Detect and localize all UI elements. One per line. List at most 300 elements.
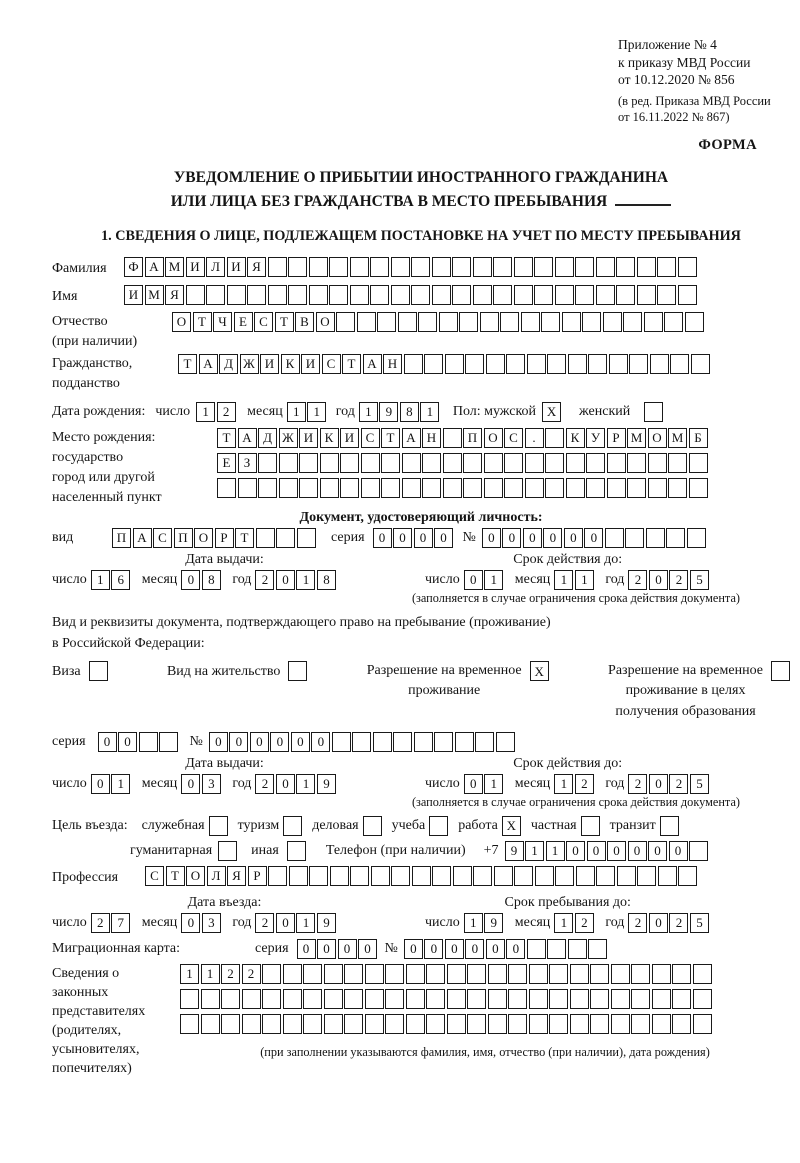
char-cell[interactable]	[406, 1014, 425, 1034]
char-cell[interactable]: Л	[207, 866, 226, 886]
char-cell[interactable]: 0	[291, 732, 310, 752]
char-cell[interactable]	[432, 285, 451, 305]
char-cell[interactable]	[650, 354, 669, 374]
char-cell[interactable]	[514, 257, 533, 277]
char-cell[interactable]: Т	[217, 428, 236, 448]
char-cell[interactable]: И	[299, 428, 318, 448]
char-cell[interactable]	[689, 841, 708, 861]
char-cell[interactable]	[547, 354, 566, 374]
char-cell[interactable]: 3	[202, 774, 221, 794]
char-cell[interactable]: А	[145, 257, 164, 277]
char-cell[interactable]	[629, 354, 648, 374]
char-cell[interactable]: 0	[118, 732, 137, 752]
char-cell[interactable]: Н	[422, 428, 441, 448]
char-cell[interactable]	[484, 453, 503, 473]
char-cell[interactable]: 0	[564, 528, 583, 548]
char-cell[interactable]: 0	[628, 841, 647, 861]
char-cell[interactable]	[297, 528, 316, 548]
char-cell[interactable]: 0	[393, 528, 412, 548]
char-cell[interactable]	[568, 939, 587, 959]
char-cell[interactable]	[340, 478, 359, 498]
char-cell[interactable]	[486, 354, 505, 374]
char-cell[interactable]: О	[484, 428, 503, 448]
char-cell[interactable]	[303, 1014, 322, 1034]
char-cell[interactable]: 2	[628, 774, 647, 794]
char-cell[interactable]	[404, 354, 423, 374]
char-cell[interactable]	[422, 453, 441, 473]
purpose-official-checkbox[interactable]	[209, 816, 228, 836]
char-cell[interactable]: Т	[275, 312, 294, 332]
char-cell[interactable]	[324, 1014, 343, 1034]
char-cell[interactable]	[527, 354, 546, 374]
char-cell[interactable]: 2	[255, 570, 274, 590]
char-cell[interactable]	[555, 866, 574, 886]
char-cell[interactable]	[422, 478, 441, 498]
char-cell[interactable]	[549, 964, 568, 984]
char-cell[interactable]	[414, 732, 433, 752]
char-cell[interactable]	[283, 964, 302, 984]
char-cell[interactable]	[288, 257, 307, 277]
char-cell[interactable]: 0	[465, 939, 484, 959]
char-cell[interactable]	[365, 964, 384, 984]
char-cell[interactable]: 1	[111, 774, 130, 794]
char-cell[interactable]	[455, 732, 474, 752]
char-cell[interactable]	[508, 964, 527, 984]
char-cell[interactable]	[658, 866, 677, 886]
char-cell[interactable]: 1	[554, 774, 573, 794]
char-cell[interactable]	[668, 453, 687, 473]
char-cell[interactable]: С	[322, 354, 341, 374]
char-cell[interactable]	[631, 964, 650, 984]
char-cell[interactable]: П	[112, 528, 131, 548]
char-cell[interactable]	[678, 866, 697, 886]
char-cell[interactable]	[426, 989, 445, 1009]
char-cell[interactable]: 1	[525, 841, 544, 861]
char-cell[interactable]: 0	[434, 528, 453, 548]
char-cell[interactable]: 0	[209, 732, 228, 752]
char-cell[interactable]: Ф	[124, 257, 143, 277]
char-cell[interactable]	[268, 257, 287, 277]
char-cell[interactable]: Б	[689, 428, 708, 448]
char-cell[interactable]	[586, 453, 605, 473]
char-cell[interactable]	[373, 732, 392, 752]
char-cell[interactable]	[691, 354, 710, 374]
char-cell[interactable]	[332, 732, 351, 752]
char-cell[interactable]	[330, 866, 349, 886]
char-cell[interactable]: 0	[649, 774, 668, 794]
char-cell[interactable]: 0	[607, 841, 626, 861]
char-cell[interactable]: 1	[554, 570, 573, 590]
char-cell[interactable]	[467, 989, 486, 1009]
char-cell[interactable]: А	[363, 354, 382, 374]
char-cell[interactable]	[329, 257, 348, 277]
char-cell[interactable]: Н	[383, 354, 402, 374]
char-cell[interactable]: М	[165, 257, 184, 277]
char-cell[interactable]: 0	[502, 528, 521, 548]
char-cell[interactable]: Ч	[213, 312, 232, 332]
char-cell[interactable]	[217, 478, 236, 498]
char-cell[interactable]	[385, 964, 404, 984]
char-cell[interactable]: 9	[317, 913, 336, 933]
char-cell[interactable]: 3	[202, 913, 221, 933]
char-cell[interactable]: С	[254, 312, 273, 332]
purpose-work-checkbox[interactable]: X	[502, 816, 521, 836]
char-cell[interactable]	[303, 989, 322, 1009]
char-cell[interactable]: 1	[484, 570, 503, 590]
char-cell[interactable]	[377, 312, 396, 332]
char-cell[interactable]	[504, 453, 523, 473]
char-cell[interactable]	[596, 257, 615, 277]
char-cell[interactable]	[488, 964, 507, 984]
char-cell[interactable]	[262, 1014, 281, 1034]
char-cell[interactable]	[570, 964, 589, 984]
char-cell[interactable]	[657, 257, 676, 277]
char-cell[interactable]	[391, 285, 410, 305]
char-cell[interactable]: 0	[464, 570, 483, 590]
char-cell[interactable]	[607, 453, 626, 473]
char-cell[interactable]	[575, 257, 594, 277]
char-cell[interactable]	[637, 866, 656, 886]
char-cell[interactable]	[586, 478, 605, 498]
char-cell[interactable]	[426, 964, 445, 984]
char-cell[interactable]: 1	[296, 570, 315, 590]
char-cell[interactable]	[637, 257, 656, 277]
char-cell[interactable]	[279, 478, 298, 498]
char-cell[interactable]	[447, 1014, 466, 1034]
char-cell[interactable]	[508, 989, 527, 1009]
char-cell[interactable]: 0	[587, 841, 606, 861]
char-cell[interactable]	[666, 528, 685, 548]
char-cell[interactable]	[329, 285, 348, 305]
char-cell[interactable]	[361, 453, 380, 473]
char-cell[interactable]: С	[153, 528, 172, 548]
char-cell[interactable]	[402, 453, 421, 473]
char-cell[interactable]: М	[145, 285, 164, 305]
char-cell[interactable]	[324, 964, 343, 984]
char-cell[interactable]	[514, 866, 533, 886]
char-cell[interactable]	[588, 354, 607, 374]
char-cell[interactable]: О	[316, 312, 335, 332]
char-cell[interactable]	[545, 428, 564, 448]
char-cell[interactable]	[568, 354, 587, 374]
char-cell[interactable]	[258, 453, 277, 473]
char-cell[interactable]	[365, 1014, 384, 1034]
char-cell[interactable]: 2	[628, 913, 647, 933]
char-cell[interactable]: О	[194, 528, 213, 548]
char-cell[interactable]	[648, 478, 667, 498]
char-cell[interactable]	[453, 866, 472, 886]
char-cell[interactable]: Д	[219, 354, 238, 374]
char-cell[interactable]	[350, 866, 369, 886]
char-cell[interactable]: 0	[543, 528, 562, 548]
char-cell[interactable]	[566, 478, 585, 498]
purpose-private-checkbox[interactable]	[581, 816, 600, 836]
char-cell[interactable]	[309, 285, 328, 305]
char-cell[interactable]	[242, 1014, 261, 1034]
char-cell[interactable]	[607, 478, 626, 498]
char-cell[interactable]	[411, 285, 430, 305]
char-cell[interactable]	[506, 354, 525, 374]
char-cell[interactable]: 1	[201, 964, 220, 984]
char-cell[interactable]	[644, 312, 663, 332]
char-cell[interactable]	[689, 478, 708, 498]
char-cell[interactable]	[186, 285, 205, 305]
char-cell[interactable]: 1	[307, 402, 326, 422]
char-cell[interactable]: 0	[445, 939, 464, 959]
char-cell[interactable]	[445, 354, 464, 374]
char-cell[interactable]: 1	[180, 964, 199, 984]
char-cell[interactable]: 2	[669, 570, 688, 590]
char-cell[interactable]: 0	[464, 774, 483, 794]
char-cell[interactable]: 0	[181, 774, 200, 794]
char-cell[interactable]	[402, 478, 421, 498]
char-cell[interactable]	[452, 285, 471, 305]
char-cell[interactable]	[288, 285, 307, 305]
char-cell[interactable]	[426, 1014, 445, 1034]
char-cell[interactable]: Т	[178, 354, 197, 374]
char-cell[interactable]	[475, 732, 494, 752]
char-cell[interactable]	[283, 1014, 302, 1034]
char-cell[interactable]: О	[186, 866, 205, 886]
char-cell[interactable]	[566, 453, 585, 473]
char-cell[interactable]	[493, 285, 512, 305]
char-cell[interactable]	[406, 964, 425, 984]
char-cell[interactable]	[238, 478, 257, 498]
char-cell[interactable]	[365, 989, 384, 1009]
char-cell[interactable]	[500, 312, 519, 332]
char-cell[interactable]	[381, 478, 400, 498]
char-cell[interactable]: А	[199, 354, 218, 374]
char-cell[interactable]	[361, 478, 380, 498]
char-cell[interactable]: 0	[270, 732, 289, 752]
char-cell[interactable]: 5	[690, 774, 709, 794]
char-cell[interactable]: 0	[98, 732, 117, 752]
char-cell[interactable]: 1	[546, 841, 565, 861]
purpose-humanitarian-checkbox[interactable]	[218, 841, 237, 861]
char-cell[interactable]: С	[504, 428, 523, 448]
char-cell[interactable]	[391, 866, 410, 886]
char-cell[interactable]	[664, 312, 683, 332]
char-cell[interactable]	[443, 478, 462, 498]
char-cell[interactable]	[180, 989, 199, 1009]
char-cell[interactable]: Т	[342, 354, 361, 374]
char-cell[interactable]	[221, 989, 240, 1009]
purpose-study-checkbox[interactable]	[429, 816, 448, 836]
char-cell[interactable]	[381, 453, 400, 473]
char-cell[interactable]	[617, 866, 636, 886]
char-cell[interactable]	[459, 312, 478, 332]
char-cell[interactable]	[616, 257, 635, 277]
char-cell[interactable]	[494, 866, 513, 886]
char-cell[interactable]: Т	[166, 866, 185, 886]
char-cell[interactable]	[309, 866, 328, 886]
char-cell[interactable]	[393, 732, 412, 752]
purpose-other-checkbox[interactable]	[287, 841, 306, 861]
char-cell[interactable]	[646, 528, 665, 548]
char-cell[interactable]	[672, 989, 691, 1009]
char-cell[interactable]	[672, 1014, 691, 1034]
char-cell[interactable]	[504, 478, 523, 498]
char-cell[interactable]	[534, 257, 553, 277]
char-cell[interactable]: П	[174, 528, 193, 548]
char-cell[interactable]: Я	[227, 866, 246, 886]
char-cell[interactable]: 8	[202, 570, 221, 590]
char-cell[interactable]	[247, 285, 266, 305]
char-cell[interactable]	[576, 866, 595, 886]
char-cell[interactable]	[139, 732, 158, 752]
temp-residence-checkbox[interactable]: X	[530, 661, 549, 681]
purpose-transit-checkbox[interactable]	[660, 816, 679, 836]
char-cell[interactable]	[605, 528, 624, 548]
char-cell[interactable]	[340, 453, 359, 473]
char-cell[interactable]: 0	[506, 939, 525, 959]
char-cell[interactable]: Р	[607, 428, 626, 448]
char-cell[interactable]: И	[340, 428, 359, 448]
char-cell[interactable]: 1	[296, 774, 315, 794]
char-cell[interactable]	[303, 964, 322, 984]
char-cell[interactable]	[525, 478, 544, 498]
char-cell[interactable]: 2	[575, 774, 594, 794]
char-cell[interactable]: О	[648, 428, 667, 448]
char-cell[interactable]	[525, 453, 544, 473]
char-cell[interactable]: 1	[575, 570, 594, 590]
char-cell[interactable]	[570, 989, 589, 1009]
char-cell[interactable]: 1	[196, 402, 215, 422]
char-cell[interactable]	[611, 989, 630, 1009]
char-cell[interactable]: З	[238, 453, 257, 473]
char-cell[interactable]	[398, 312, 417, 332]
char-cell[interactable]	[283, 989, 302, 1009]
char-cell[interactable]: Т	[193, 312, 212, 332]
char-cell[interactable]	[320, 478, 339, 498]
char-cell[interactable]	[631, 989, 650, 1009]
char-cell[interactable]	[180, 1014, 199, 1034]
char-cell[interactable]	[637, 285, 656, 305]
char-cell[interactable]	[555, 257, 574, 277]
char-cell[interactable]	[555, 285, 574, 305]
char-cell[interactable]: 5	[690, 570, 709, 590]
char-cell[interactable]	[549, 1014, 568, 1034]
char-cell[interactable]: 8	[317, 570, 336, 590]
char-cell[interactable]: 0	[250, 732, 269, 752]
char-cell[interactable]	[535, 866, 554, 886]
char-cell[interactable]	[582, 312, 601, 332]
char-cell[interactable]	[534, 285, 553, 305]
char-cell[interactable]: 9	[505, 841, 524, 861]
char-cell[interactable]: Р	[248, 866, 267, 886]
char-cell[interactable]	[201, 1014, 220, 1034]
char-cell[interactable]	[514, 285, 533, 305]
char-cell[interactable]	[625, 528, 644, 548]
char-cell[interactable]	[452, 257, 471, 277]
char-cell[interactable]	[545, 453, 564, 473]
char-cell[interactable]	[324, 989, 343, 1009]
char-cell[interactable]	[406, 989, 425, 1009]
char-cell[interactable]	[562, 312, 581, 332]
char-cell[interactable]: 2	[242, 964, 261, 984]
char-cell[interactable]	[350, 257, 369, 277]
char-cell[interactable]: 1	[420, 402, 439, 422]
char-cell[interactable]: 1	[296, 913, 315, 933]
char-cell[interactable]	[541, 312, 560, 332]
char-cell[interactable]: 5	[690, 913, 709, 933]
char-cell[interactable]	[432, 866, 451, 886]
char-cell[interactable]	[693, 964, 712, 984]
char-cell[interactable]: 1	[464, 913, 483, 933]
char-cell[interactable]: 0	[91, 774, 110, 794]
char-cell[interactable]	[668, 478, 687, 498]
purpose-tourism-checkbox[interactable]	[283, 816, 302, 836]
char-cell[interactable]: Е	[217, 453, 236, 473]
char-cell[interactable]	[596, 866, 615, 886]
char-cell[interactable]	[652, 989, 671, 1009]
char-cell[interactable]: 6	[111, 570, 130, 590]
char-cell[interactable]	[529, 1014, 548, 1034]
char-cell[interactable]	[370, 257, 389, 277]
char-cell[interactable]	[439, 312, 458, 332]
char-cell[interactable]	[609, 354, 628, 374]
char-cell[interactable]	[344, 1014, 363, 1034]
char-cell[interactable]: Ж	[240, 354, 259, 374]
char-cell[interactable]: К	[320, 428, 339, 448]
char-cell[interactable]: О	[172, 312, 191, 332]
char-cell[interactable]	[268, 866, 287, 886]
char-cell[interactable]	[447, 989, 466, 1009]
char-cell[interactable]	[201, 989, 220, 1009]
char-cell[interactable]: 0	[297, 939, 316, 959]
char-cell[interactable]	[652, 964, 671, 984]
char-cell[interactable]: Ж	[279, 428, 298, 448]
char-cell[interactable]: И	[186, 257, 205, 277]
char-cell[interactable]	[473, 285, 492, 305]
char-cell[interactable]	[262, 989, 281, 1009]
char-cell[interactable]: 0	[669, 841, 688, 861]
char-cell[interactable]	[434, 732, 453, 752]
char-cell[interactable]	[279, 453, 298, 473]
char-cell[interactable]	[496, 732, 515, 752]
char-cell[interactable]	[309, 257, 328, 277]
char-cell[interactable]: 2	[221, 964, 240, 984]
char-cell[interactable]: 2	[669, 774, 688, 794]
char-cell[interactable]	[521, 312, 540, 332]
char-cell[interactable]	[596, 285, 615, 305]
char-cell[interactable]	[678, 285, 697, 305]
char-cell[interactable]	[221, 1014, 240, 1034]
char-cell[interactable]	[467, 1014, 486, 1034]
char-cell[interactable]	[657, 285, 676, 305]
char-cell[interactable]: Л	[206, 257, 225, 277]
char-cell[interactable]: 1	[287, 402, 306, 422]
char-cell[interactable]: 0	[373, 528, 392, 548]
char-cell[interactable]	[603, 312, 622, 332]
char-cell[interactable]	[480, 312, 499, 332]
char-cell[interactable]	[616, 285, 635, 305]
char-cell[interactable]	[320, 453, 339, 473]
char-cell[interactable]	[493, 257, 512, 277]
char-cell[interactable]	[463, 453, 482, 473]
char-cell[interactable]	[590, 989, 609, 1009]
char-cell[interactable]	[352, 732, 371, 752]
char-cell[interactable]	[627, 453, 646, 473]
char-cell[interactable]: И	[124, 285, 143, 305]
char-cell[interactable]: 0	[424, 939, 443, 959]
char-cell[interactable]: 2	[575, 913, 594, 933]
char-cell[interactable]	[268, 285, 287, 305]
char-cell[interactable]	[529, 989, 548, 1009]
char-cell[interactable]: 2	[255, 913, 274, 933]
char-cell[interactable]	[350, 285, 369, 305]
char-cell[interactable]: 0	[181, 570, 200, 590]
